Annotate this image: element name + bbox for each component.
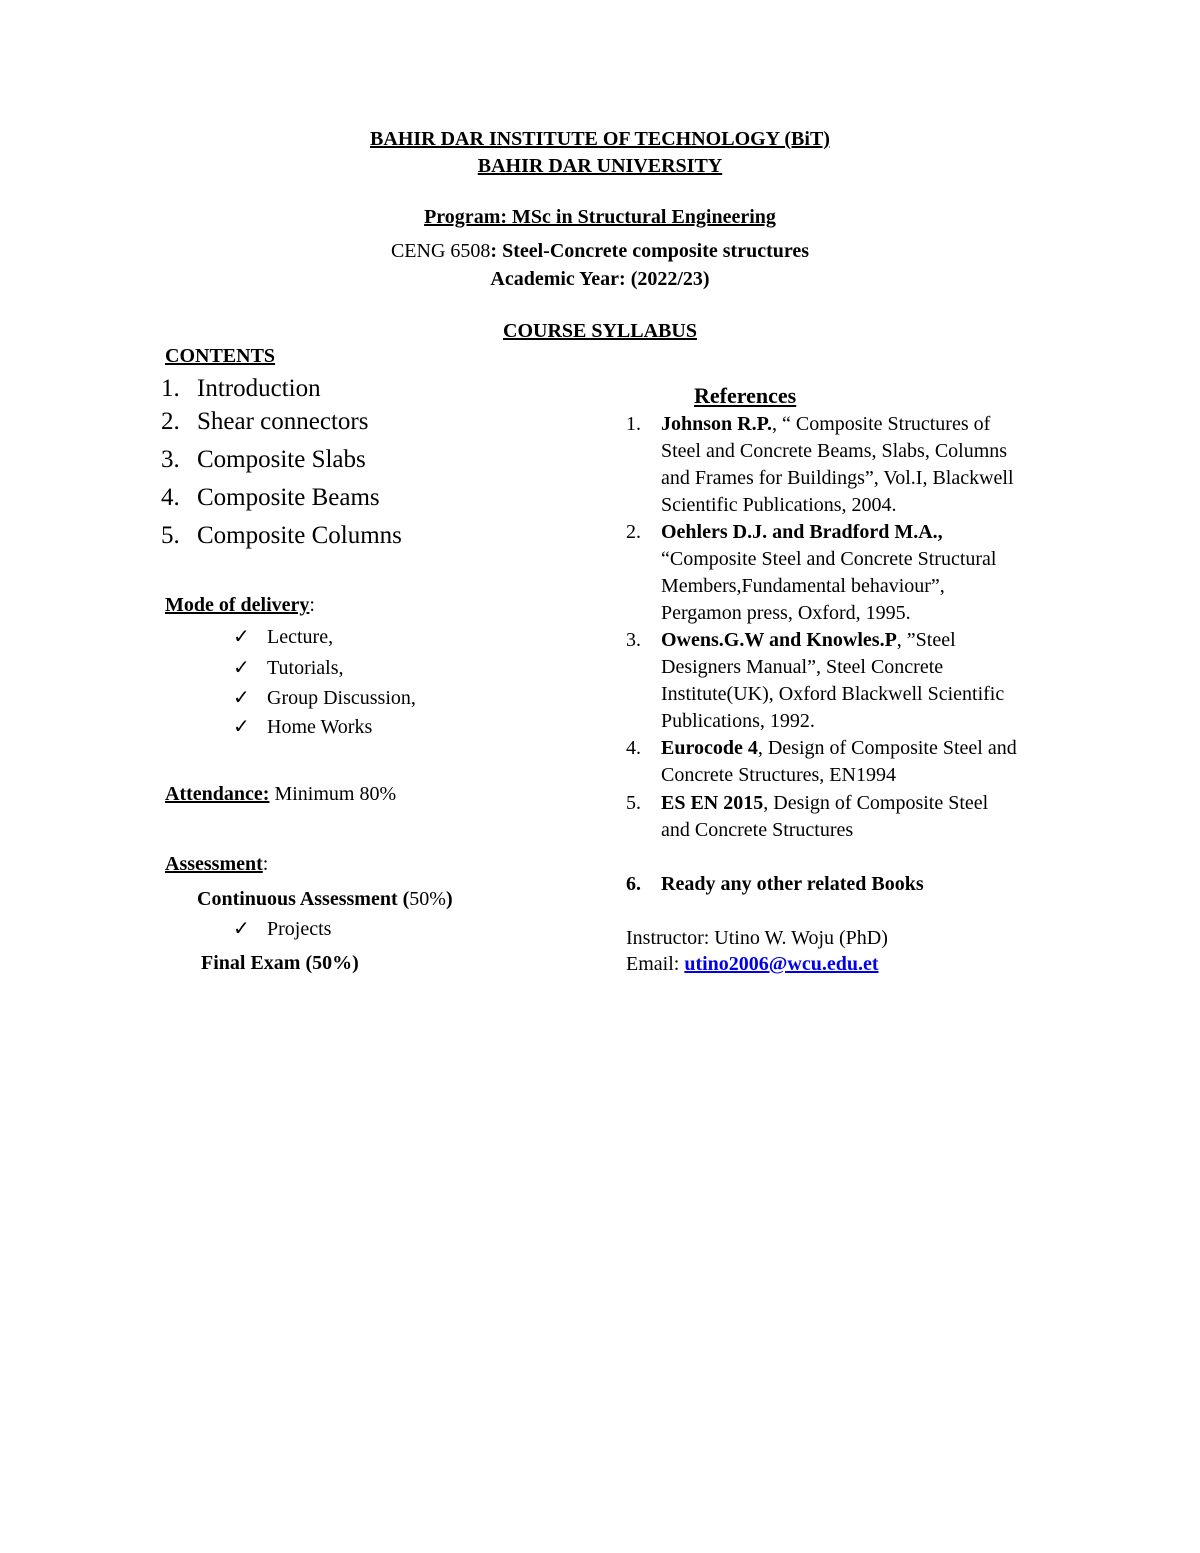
institute-name: BAHIR DAR INSTITUTE OF TECHNOLOGY (BiT) <box>370 128 830 150</box>
contents-item: 2. Shear connectors <box>161 408 369 435</box>
delivery-item: ✓ Tutorials, <box>233 657 344 679</box>
email-line: Email: utino2006@wcu.edu.et <box>626 953 879 975</box>
university-name: BAHIR DAR UNIVERSITY <box>477 155 723 177</box>
program-title: Program: MSc in Structural Engineering <box>424 206 776 228</box>
continuous-assessment: Continuous Assessment (50%) <box>197 888 453 910</box>
check-icon: ✓ <box>233 716 250 738</box>
references-heading: References <box>694 383 797 408</box>
check-icon: ✓ <box>233 687 250 709</box>
document-title: COURSE SYLLABUS <box>503 320 697 342</box>
course-line <box>0 238 1200 264</box>
assessment-heading: Assessment: <box>165 853 269 875</box>
final-exam: Final Exam (50%) <box>201 952 359 974</box>
instructor-line: Instructor: Utino W. Woju (PhD) <box>626 927 888 949</box>
email-link[interactable]: utino2006@wcu.edu.et <box>684 953 879 975</box>
contents-item: 4. Composite Beams <box>161 484 380 511</box>
check-icon: ✓ <box>233 918 250 940</box>
delivery-item: ✓ Home Works <box>233 716 373 738</box>
delivery-item: ✓ Lecture, <box>233 626 334 648</box>
contents-item: 5. Composite Columns <box>161 522 402 549</box>
course-code: CENG 6508 <box>390 240 491 262</box>
course-title: : Steel-Concrete composite structures <box>490 240 810 262</box>
assessment-item: ✓ Projects <box>233 918 332 940</box>
contents-heading: CONTENTS <box>165 345 276 367</box>
check-icon: ✓ <box>233 657 250 679</box>
attendance-line <box>165 781 396 807</box>
contents-item: 3. Composite Slabs <box>161 446 366 473</box>
attendance-value: Minimum 80% <box>269 783 397 805</box>
delivery-item: ✓ Group Discussion, <box>233 687 416 709</box>
delivery-heading: Mode of delivery: <box>165 594 315 616</box>
academic-year: Academic Year: (2022/23) <box>490 268 710 290</box>
attendance-label: Attendance: <box>165 783 270 805</box>
contents-item: 1. Introduction <box>161 375 321 402</box>
check-icon: ✓ <box>233 626 250 648</box>
